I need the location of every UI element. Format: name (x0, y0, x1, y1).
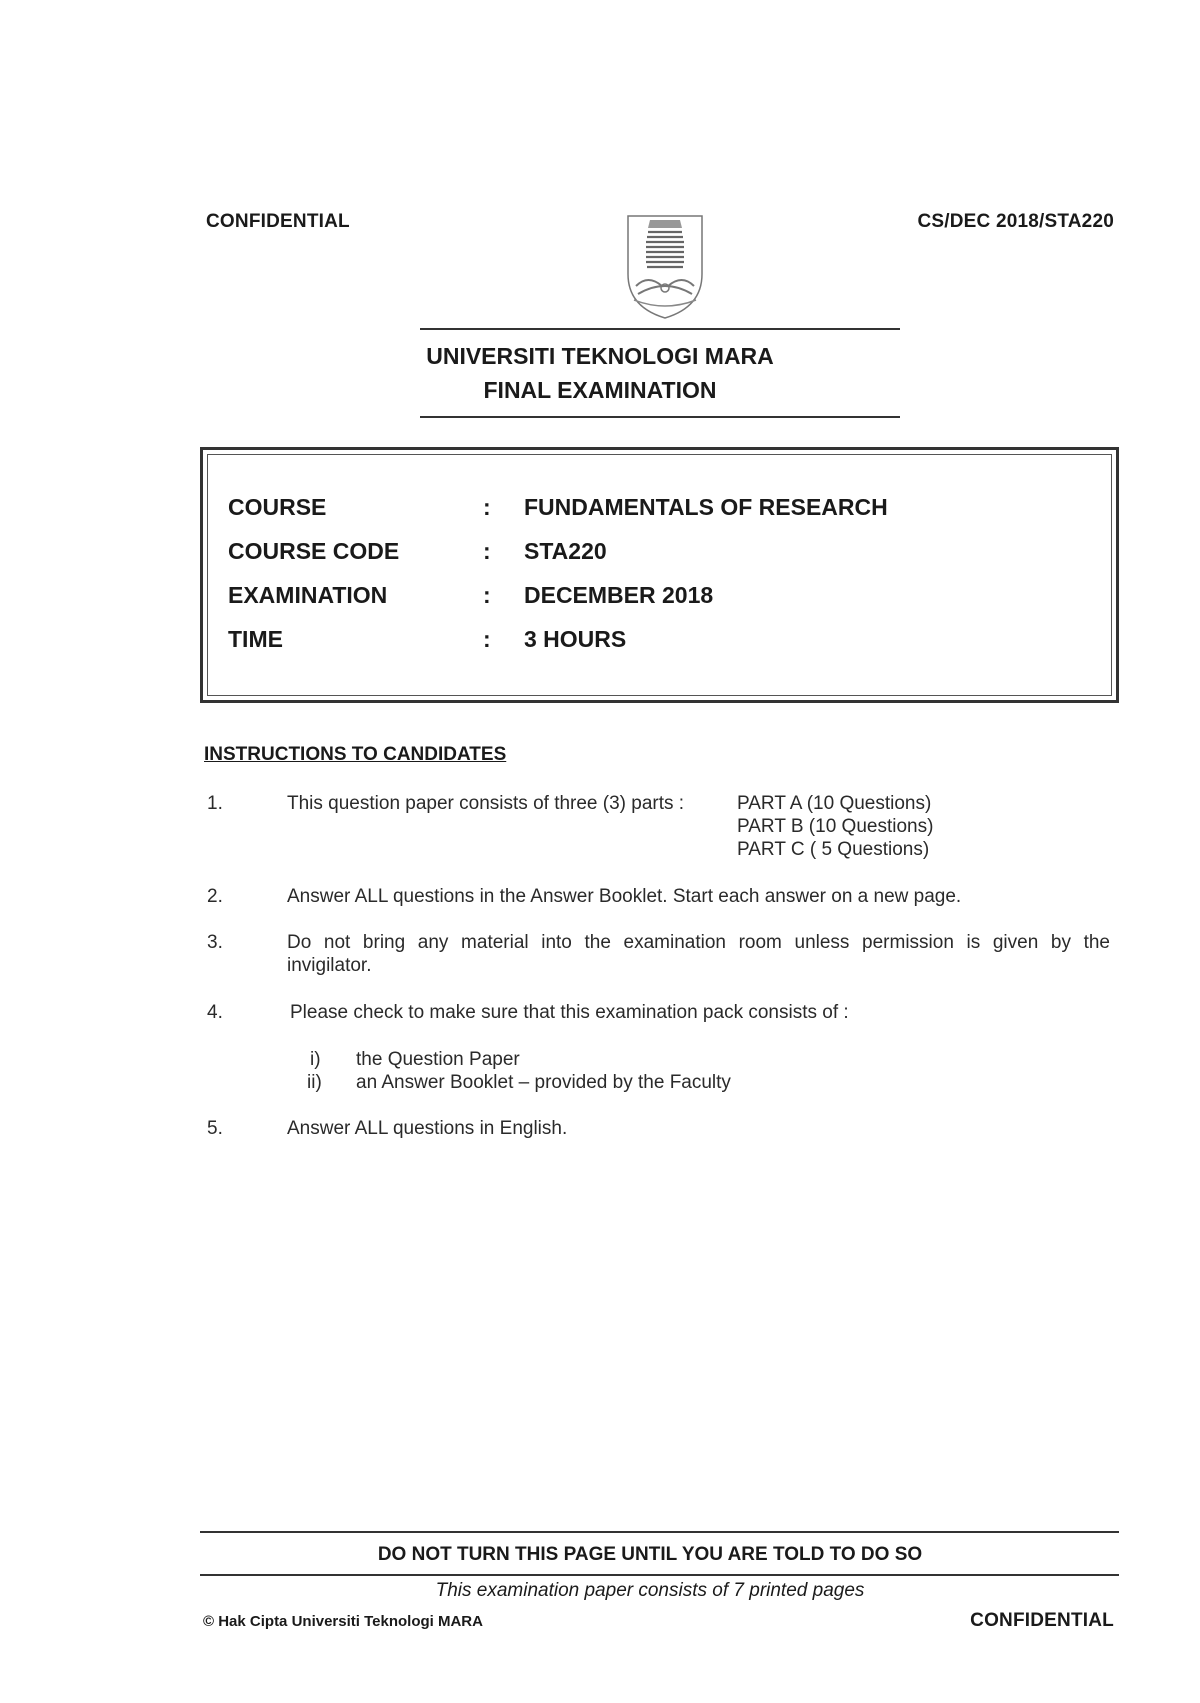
course-code-label: COURSE CODE (228, 538, 400, 564)
pages-note: This examination paper consists of 7 printed pages (435, 1580, 865, 1601)
instruction-1: This question paper consists of three (3) parts : (287, 793, 685, 814)
course-code-value: STA220 (524, 538, 607, 564)
separator: : (483, 494, 491, 520)
instructions-heading: INSTRUCTIONS TO CANDIDATES (204, 744, 507, 765)
title-rule-top (420, 328, 900, 330)
item-number: 5. (207, 1118, 223, 1139)
separator: : (483, 582, 491, 608)
separator: : (483, 538, 491, 564)
course-value: FUNDAMENTALS OF RESEARCH (524, 494, 888, 520)
examination-value: DECEMBER 2018 (524, 582, 714, 608)
course-details-box (200, 447, 1119, 703)
do-not-turn-warning: DO NOT TURN THIS PAGE UNTIL YOU ARE TOLD TO DO SO (377, 1544, 923, 1565)
separator: : (483, 626, 491, 652)
sub-item-answer-booklet: an Answer Booklet – provided by the Faculty (356, 1072, 731, 1093)
time-value: 3 HOURS (524, 626, 627, 652)
exam-title: FINAL EXAMINATION (483, 377, 717, 403)
footer-rule-bottom (200, 1574, 1119, 1576)
item-number: 1. (207, 793, 223, 814)
instruction-3-line2: invigilator. (287, 955, 372, 976)
university-crest-icon (622, 212, 708, 322)
university-name: UNIVERSITI TEKNOLOGI MARA (426, 343, 774, 369)
item-number: 3. (207, 932, 223, 953)
instruction-4: Please check to make sure that this examination pack consists of : (290, 1002, 849, 1023)
part-c: PART C ( 5 Questions) (737, 839, 930, 860)
sub-item-mark: ii) (307, 1072, 322, 1093)
course-label: COURSE (228, 494, 327, 520)
instruction-5: Answer ALL questions in English. (287, 1118, 568, 1139)
time-label: TIME (228, 626, 283, 652)
copyright: © Hak Cipta Universiti Teknologi MARA (203, 1613, 483, 1630)
footer-confidential: CONFIDENTIAL (970, 1610, 1114, 1631)
instruction-3-line1: Do not bring any material into the examination room unless permission is given by the (287, 932, 1110, 953)
sub-item-question-paper: the Question Paper (356, 1049, 520, 1070)
part-a: PART A (10 Questions) (737, 793, 932, 814)
title-rule-bottom (420, 416, 900, 418)
paper-code: CS/DEC 2018/STA220 (917, 211, 1114, 232)
examination-label: EXAMINATION (228, 582, 388, 608)
item-number: 2. (207, 886, 223, 907)
sub-item-mark: i) (310, 1049, 321, 1070)
confidential-label: CONFIDENTIAL (206, 211, 350, 232)
part-b: PART B (10 Questions) (737, 816, 934, 837)
item-number: 4. (207, 1002, 223, 1023)
instruction-2: Answer ALL questions in the Answer Booklet. Start each answer on a new page. (287, 886, 962, 907)
footer-rule-top (200, 1531, 1119, 1533)
